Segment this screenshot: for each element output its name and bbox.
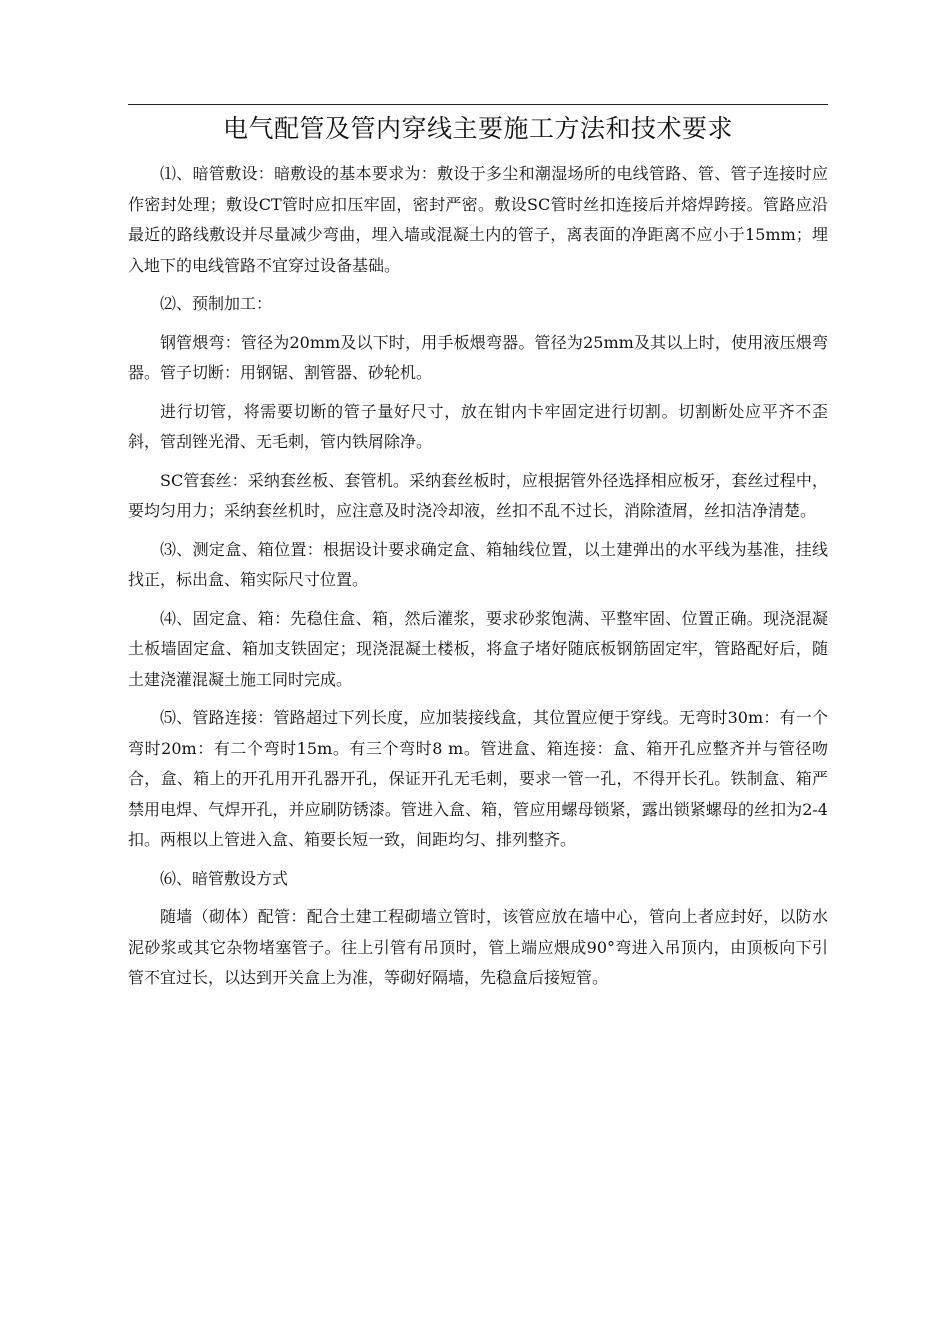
- paragraph-concealed-methods-heading: ⑹、暗管敷设方式: [160, 868, 289, 888]
- document-title: 电气配管及管内穿线主要施工方法和技术要求: [222, 114, 733, 143]
- paragraph-pipe-bending: 钢管煨弯：管径为20mm及以下时，用手板煨弯器。管径为25mm及其以上时，使用液压煨弯器。管子切断：用钢锯、割管器、砂轮机。: [128, 332, 828, 382]
- document-body: [128, 159, 828, 994]
- paragraph-box-positioning: ⑶、测定盒、箱位置：根据设计要求确定盒、箱轴线位置，以土建弹出的水平线为基准，挂线找正，标出盒、箱实际尺寸位置。: [128, 539, 828, 589]
- paragraph-box-fixing: ⑷、固定盒、箱：先稳住盒、箱，然后灌浆，要求砂浆饱满、平整牢固、位置正确。现浇混凝土板墙固定盒、箱加支铁固定；现浇混凝土楼板，将盒子堵好随底板钢筋固定牢，管路配好后，随土建浇灌混凝土施工同时完成。: [128, 608, 828, 689]
- header-rule: [128, 104, 828, 105]
- paragraph-pipe-connection: ⑸、管路连接：管路超过下列长度，应加装接线盒，其位置应便于穿线。无弯时30m：有一个弯时20m：有二个弯时15m。有三个弯时8 m。管进盒、箱连接：盒、箱开孔应整齐并与管径吻合，盒、箱上的开孔用开孔器开孔，保证开孔无毛刺，要求一管一孔，不得开长孔。铁制盒、箱严禁用电焊、气焊开孔，并应刷防锈漆。管进入盒、箱，管应用螺母锁紧，露出锁紧螺母的丝扣为2-4扣。两根以上管进入盒、箱要长短一致，间距均匀、排列整齐。: [128, 708, 828, 849]
- paragraph-pipe-cutting: 进行切管，将需要切断的管子量好尺寸，放在钳内卡牢固定进行切割。切割断处应平齐不歪斜，管刮锉光滑、无毛刺，管内铁屑除净。: [128, 401, 828, 451]
- document-page: [128, 104, 828, 1002]
- paragraph-concealed-conduit: ⑴、暗管敷设：暗敷设的基本要求为：敷设于多尘和潮湿场所的电线管路、管、管子连接时应作密封处理；敷设CT管时应扣压牢固，密封严密。敷设SC管时丝扣连接后并熔焊跨接。管路应沿最近的路线敷设并尽量减少弯曲，埋入墙或混凝土内的管子，离表面的净距离不应小于15mm；埋入地下的电线管路不宜穿过设备基础。: [128, 164, 828, 275]
- paragraph-prefabrication-heading: ⑵、预制加工：: [160, 294, 273, 313]
- paragraph-sc-threading: SC管套丝：采纳套丝板、套管机。采纳套丝板时，应根据管外径选择相应板牙，套丝过程中，要均匀用力；采纳套丝机时，应注意及时浇冷却液，丝扣不乱不过长，消除渣屑，丝扣洁净清楚。: [128, 470, 828, 520]
- paragraph-wall-conduit: 随墙（砌体）配管：配合土建工程砌墙立管时，该管应放在墙中心，管向上者应封好，以防水泥砂浆或其它杂物堵塞管子。往上引管有吊顶时，管上端应煨成90°弯进入吊顶内，由顶板向下引管不宜过长，以达到开关盒上为准，等砌好隔墙，先稳盒后接短管。: [128, 907, 828, 987]
